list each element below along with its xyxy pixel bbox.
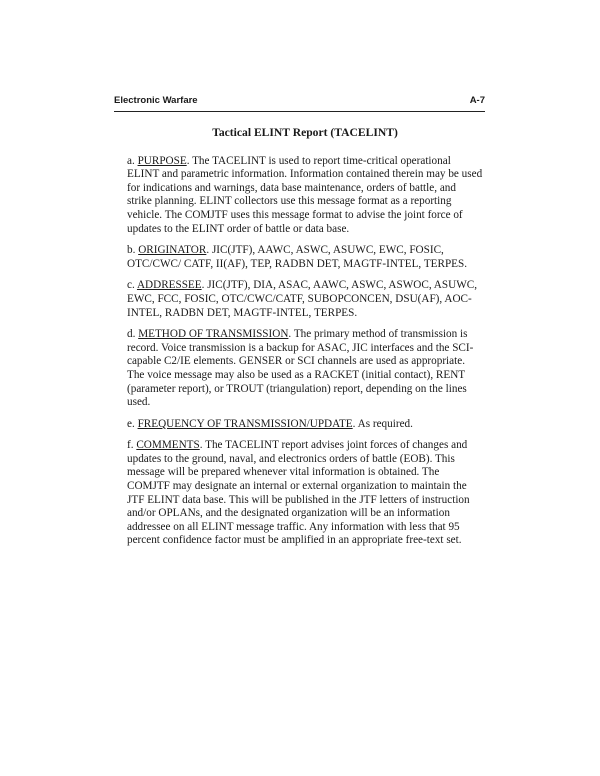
paragraph-addressee [127, 279, 483, 320]
paragraph-heading: ADDRESSEE [136, 279, 202, 292]
paragraph-heading: PURPOSE [137, 154, 187, 167]
paragraph-purpose [127, 155, 483, 237]
header-rule [114, 111, 485, 112]
paragraph-text: . The primary method of transmission is record. Voice transmission is a backup for ASAC, JIC interfaces and the SCI-capable C2/IE elements. GENSER or SCI channels are used as appropriate. The voice message may also be used as a RACKET (initial contact), RENT (parameter report), or TROUT (triangulation) report, depending on the lines used. [127, 328, 474, 409]
running-header [114, 94, 485, 108]
paragraph-letter: d. [127, 328, 136, 341]
document-title: Tactical ELINT Report (TACELINT) [212, 126, 398, 139]
paragraph-heading: METHOD OF TRANSMISSION [138, 328, 289, 341]
paragraph-heading: ORIGINATOR [138, 244, 207, 257]
paragraph-letter: f. [127, 439, 134, 452]
paragraph-originator [127, 244, 483, 271]
paragraph-text: . As required. [352, 417, 413, 430]
document-body [127, 124, 483, 556]
paragraph-frequency [127, 418, 483, 432]
paragraph-letter: e. [127, 417, 135, 430]
paragraph-text: . JIC(JTF), AAWC, ASWC, ASUWC, EWC, FOSIC, OTC/CWC/ CATF, II(AF), TEP, RADBN DET, MAGTF-INTEL, TERPES. [127, 244, 468, 270]
header-page-number: A-7 [469, 95, 485, 106]
paragraph-letter: b. [127, 244, 136, 257]
header-section-title: Electronic Warfare [114, 95, 198, 106]
paragraph-heading: FREQUENCY OF TRANSMISSION/UPDATE [137, 417, 353, 430]
paragraph-letter: a. [127, 154, 135, 167]
paragraph-text: . The TACELINT is used to report time-critical operational ELINT and parametric information. Information contained therein may be used for indications and warnings, data base maintenance, orders of battle, and strike planning. ELINT collectors use this message format as a reporting vehicle. The COMJTF uses this message format to advise the joint force of updates to the ELINT order of battle or data base. [127, 154, 483, 235]
paragraph-heading: COMMENTS [136, 439, 200, 452]
paragraph-text: . JIC(JTF), DIA, ASAC, AAWC, ASWC, ASWOC, ASUWC, EWC, FCC, FOSIC, OTC/CWC/CATF, SUBOPCONCEN, DSU(AF), AOC-INTEL, RADBN DET, MAGTF-INTEL, TERPES. [127, 279, 478, 319]
paragraph-letter: c. [127, 279, 135, 292]
paragraph-comments [127, 439, 483, 548]
paragraph-text: . The TACELINT report advises joint forces of changes and updates to the ground, naval, and electronics orders of battle (EOB). This message will be prepared whenever vital information is obtained. The COMJTF may designate an internal or external organization to maintain the JTF ELINT data base. This will be published in the JTF letters of instruction and/or OPLANs, and the designated organization will be an information addressee on all ELINT message traffic. Any information with less that 95 percent confidence factor must be amplified in an appropriate free-text set. [127, 439, 470, 547]
paragraph-method-of-transmission [127, 328, 483, 410]
